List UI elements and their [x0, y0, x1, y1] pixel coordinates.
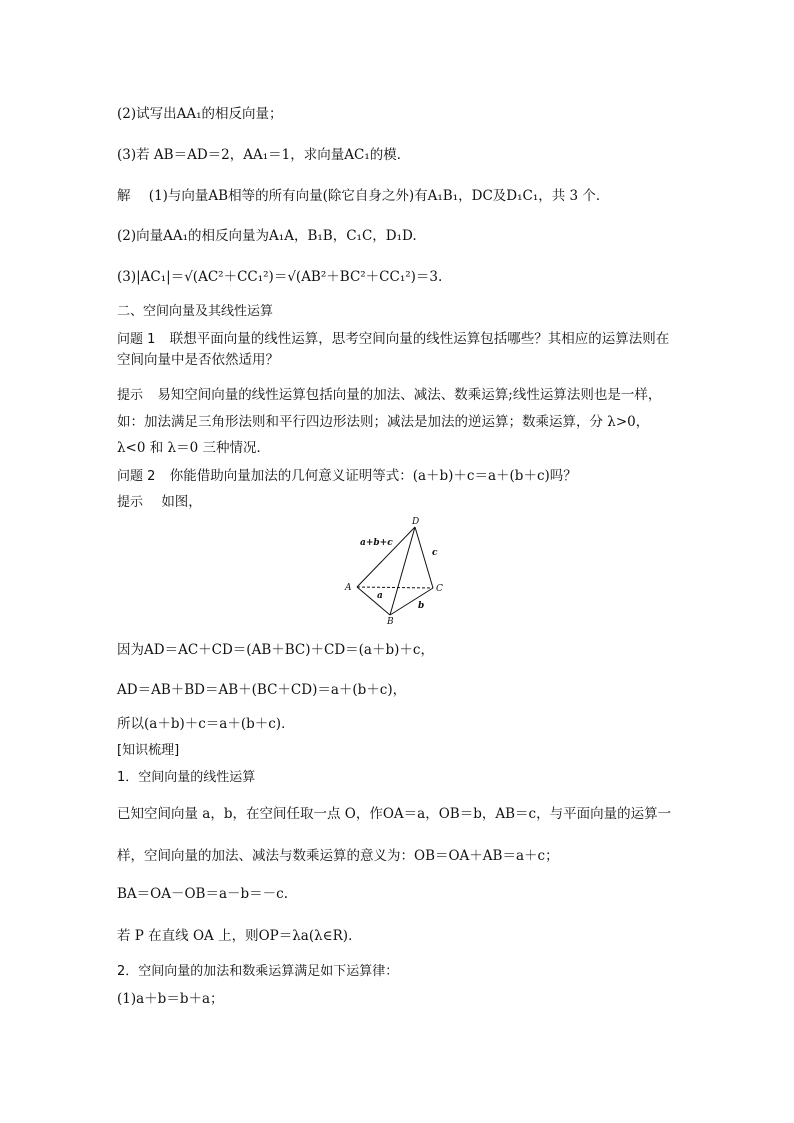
problem-1-text: 联想平面向量的线性运算，思考空间向量的线性运算包括哪些？其相应的运算法则在空间向量中是否依然适用？ — [117, 331, 670, 368]
question-3: (3)若 AB＝AD＝2，AA₁＝1，求向量AC₁的模． — [117, 147, 411, 163]
hint-2 — [117, 492, 202, 513]
solution-1-text: (1)与向量AB相等的所有向量(除它自身之外)有A₁B₁，DC及D₁C₁，共 3 个． — [148, 188, 610, 204]
knowledge-1-title: 1．空间向量的线性运算 — [117, 770, 256, 785]
equation-3: 所以(a＋b)＋c＝a＋(b＋c)． — [117, 716, 295, 732]
equation-1: 因为AD＝AC＋CD＝(AB＋BC)＋CD＝(a＋b)＋c， — [117, 642, 434, 658]
edge-ac — [357, 587, 433, 588]
problem-2 — [117, 466, 577, 487]
knowledge-title: [知识梳理] — [117, 743, 180, 758]
solution-3: (3)|AC₁|＝√(AC²＋CC₁²)＝√(AB²＋BC²＋CC₁²)＝3. — [117, 269, 443, 285]
problem-1-label: 问题 1 — [117, 332, 156, 347]
question-2: (2)试写出AA₁的相反向量； — [117, 106, 283, 122]
hint-1 — [117, 382, 677, 461]
solution-label: 解 — [117, 188, 131, 204]
hint-2-label: 提示 — [117, 495, 144, 510]
knowledge-1-line-2: 样，空间向量的加法、减法与数乘运算的意义为：OB＝OA＋AB＝a＋c； — [117, 848, 559, 864]
label-d: D — [412, 517, 420, 527]
problem-2-label: 问题 2 — [117, 469, 156, 484]
knowledge-1-line-4: 若 P 在直线 OA 上，则OP＝λa(λ∈R)． — [117, 928, 362, 944]
knowledge-1-line-1: 已知空间向量 a，b，在空间任取一点 O，作OA＝a，OB＝b，AB＝c，与平面向量的运算一 — [117, 806, 672, 822]
label-vec-a: a — [377, 591, 383, 601]
label-b: B — [387, 617, 394, 625]
knowledge-2-title: 2．空间向量的加法和数乘运算满足如下运算律： — [117, 964, 399, 979]
equation-2: AD＝AB＋BD＝AB＋(BC＋CD)＝a＋(b＋c)， — [117, 682, 407, 698]
edge-ab — [357, 587, 390, 615]
knowledge-1-line-3: BA＝OA－OB＝a－b＝－c. — [117, 886, 289, 902]
label-vec-b: b — [418, 601, 425, 611]
problem-2-text: 你能借助向量加法的几何意义证明等式：(a＋b)＋c＝a＋(b＋c)吗？ — [169, 468, 577, 484]
solution-2: (2)向量AA₁的相反向量为A₁A，B₁B，C₁C，D₁D. — [117, 228, 417, 244]
solution-1 — [117, 186, 609, 206]
label-c: C — [436, 584, 443, 594]
label-a: A — [345, 583, 352, 593]
hint-1-label: 提示 — [117, 388, 144, 403]
label-abc: a+b+c — [360, 538, 393, 548]
knowledge-2-line-1: (1)a＋b＝b＋a； — [117, 991, 224, 1007]
hint-2-text: 如图， — [161, 494, 202, 510]
edge-cd — [415, 527, 433, 588]
label-vec-c: c — [432, 548, 438, 558]
tetrahedron-figure — [340, 515, 455, 625]
problem-1 — [117, 329, 677, 370]
section-2-title: 二、空间向量及其线性运算 — [117, 304, 274, 319]
hint-1-text: 易知空间向量的线性运算包括向量的加法、减法、数乘运算;线性运算法则也是一样，如：加法满足三角形法则和平行四边形法则；减法是加法的逆运算；数乘运算，分 λ>0，λ<0 和 λ＝0 三种情况． — [117, 387, 662, 456]
